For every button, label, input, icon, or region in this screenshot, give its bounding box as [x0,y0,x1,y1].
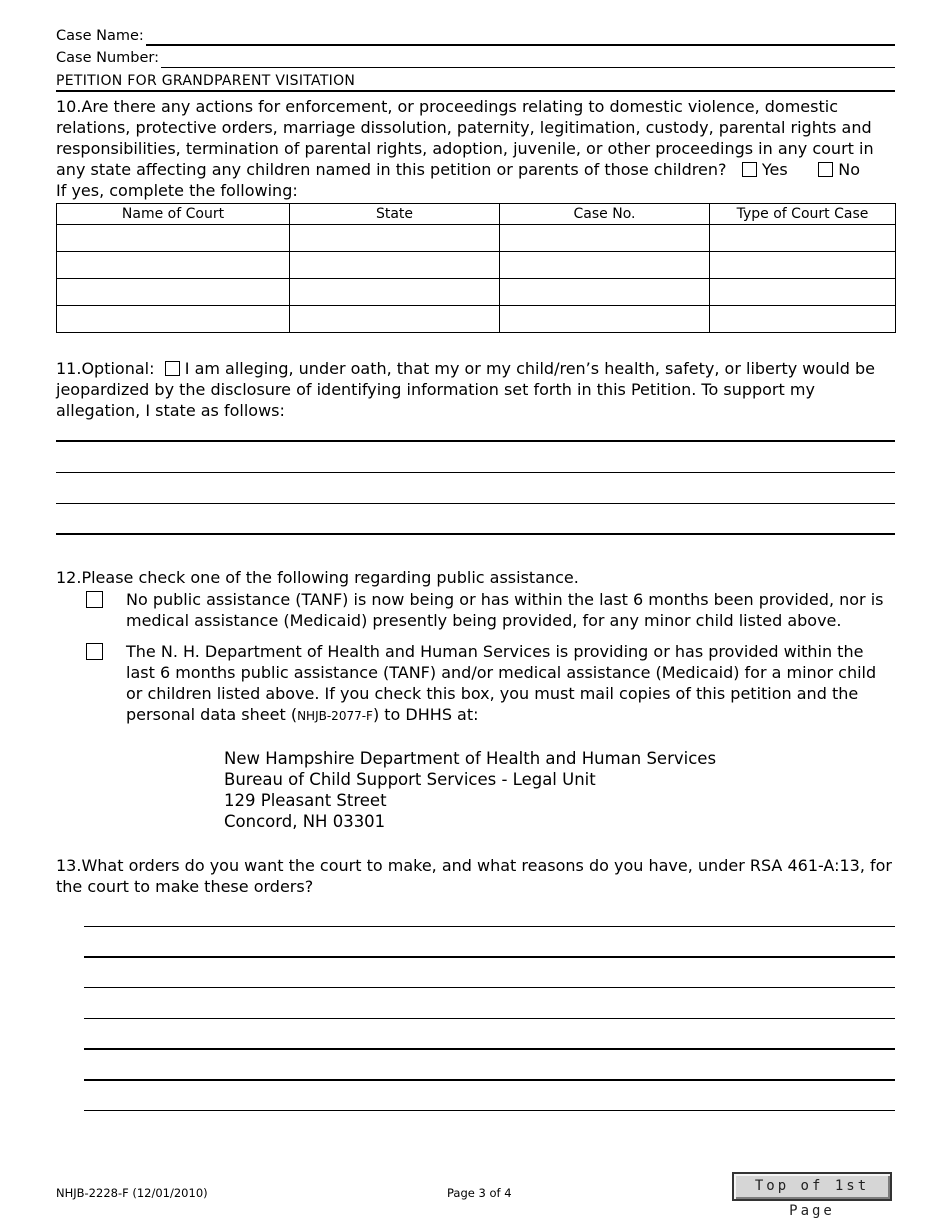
q11-number: 11. [56,359,82,378]
table-cell[interactable] [500,252,710,279]
q13-answer-line[interactable] [84,926,895,927]
header-divider [56,90,895,92]
form-id: NHJB-2228-F (12/01/2010) [56,1186,208,1200]
q13-answer-line[interactable] [84,987,895,988]
table-cell[interactable] [710,306,896,333]
question-10 [56,96,896,201]
q13-answer-line[interactable] [84,956,895,958]
q10-followup: If yes, complete the following: [56,181,298,200]
question-12 [56,567,896,588]
table-cell[interactable] [57,306,290,333]
table-cell[interactable] [500,225,710,252]
table-cell[interactable] [290,279,500,306]
q12-option2-part2: ) to DHHS at: [372,705,479,724]
q11-optional-label: Optional: [81,359,155,378]
question-11 [56,358,896,421]
q12-option2-form-ref: NHJB-2077-F [297,709,373,723]
col-header-case-no: Case No. [500,204,710,225]
q11-answer-line[interactable] [56,503,895,504]
q12-option1-text: No public assistance (TANF) is now being or has within the last 6 months been provided, nor is medical assistance (Medicaid) presently being provided, for any minor child listed above. [126,590,884,630]
q10-no-label: No [838,160,861,179]
q12-text: Please check one of the following regarding public assistance. [81,568,579,587]
col-header-name-of-court: Name of Court [57,204,290,225]
table-cell[interactable] [500,279,710,306]
form-title: PETITION FOR GRANDPARENT VISITATION [56,73,356,89]
table-cell[interactable] [57,252,290,279]
address-line: 129 Pleasant Street [224,791,387,810]
question-13 [56,855,896,897]
address-line: New Hampshire Department of Health and Human Services [224,749,717,768]
address-line: Concord, NH 03301 [224,812,386,831]
q11-text: I am alleging, under oath, that my or my child/ren’s health, safety, or liberty would be jeopardized by the disclosure of identifying information set forth in this Petition. To support my allegation, I state as follows: [56,359,875,420]
address-line: Bureau of Child Support Services - Legal Unit [224,770,596,789]
dhhs-address [224,748,824,832]
court-cases-table [56,203,896,333]
q12-option1-checkbox[interactable] [86,591,103,608]
table-row [57,279,896,306]
q10-text: Are there any actions for enforcement, or proceedings relating to domestic violence, domestic relations, protective orders, marriage dissolution, paternity, legitimation, custody, parental rights and responsibilities, termination of parental rights, adoption, juvenile, or other proceedings in any court in any state affecting any children named in this petition or parents of those children? [56,97,874,179]
table-cell[interactable] [710,252,896,279]
case-name-label: Case Name: [56,28,144,44]
case-name-field[interactable] [146,44,895,46]
q13-answer-line[interactable] [84,1018,895,1019]
q11-answer-line[interactable] [56,472,895,473]
case-number-field[interactable] [161,67,895,68]
q11-checkbox[interactable] [165,361,180,376]
table-cell[interactable] [500,306,710,333]
table-cell[interactable] [57,279,290,306]
q10-number: 10. [56,97,82,116]
table-cell[interactable] [710,279,896,306]
q11-answer-line[interactable] [56,533,895,535]
table-cell[interactable] [290,306,500,333]
case-number-label: Case Number: [56,50,159,66]
q12-option2-part1: The N. H. Department of Health and Human Services is providing or has provided within the last 6 months public assistance (TANF) and/or medical assistance (Medicaid) for a minor child or children listed above. If you check this box, you must mail copies of this petition and the personal data sheet ( [126,642,877,724]
q11-answer-line[interactable] [56,440,895,442]
q13-number: 13. [56,856,82,875]
q10-yes-label: Yes [761,160,788,179]
q13-answer-line[interactable] [84,1048,895,1050]
table-row [57,306,896,333]
q13-answer-line[interactable] [84,1110,895,1111]
q13-text: What orders do you want the court to make, and what reasons do you have, under RSA 461-A:13, for the court to make these orders? [56,856,893,896]
page-number: Page 3 of 4 [447,1186,512,1200]
q10-no-checkbox[interactable] [818,162,833,177]
table-row [57,225,896,252]
table-row [57,252,896,279]
q12-option2-checkbox[interactable] [86,643,103,660]
table-cell[interactable] [710,225,896,252]
q12-option2-text [126,641,895,727]
col-header-state: State [290,204,500,225]
table-header-row [57,204,896,225]
top-of-first-page-button[interactable]: Top of 1st Page [732,1172,892,1201]
col-header-type-of-court-case: Type of Court Case [710,204,896,225]
q13-answer-line[interactable] [84,1079,895,1081]
table-cell[interactable] [290,225,500,252]
q10-yes-checkbox[interactable] [742,162,757,177]
q12-number: 12. [56,568,82,587]
table-cell[interactable] [290,252,500,279]
table-cell[interactable] [57,225,290,252]
